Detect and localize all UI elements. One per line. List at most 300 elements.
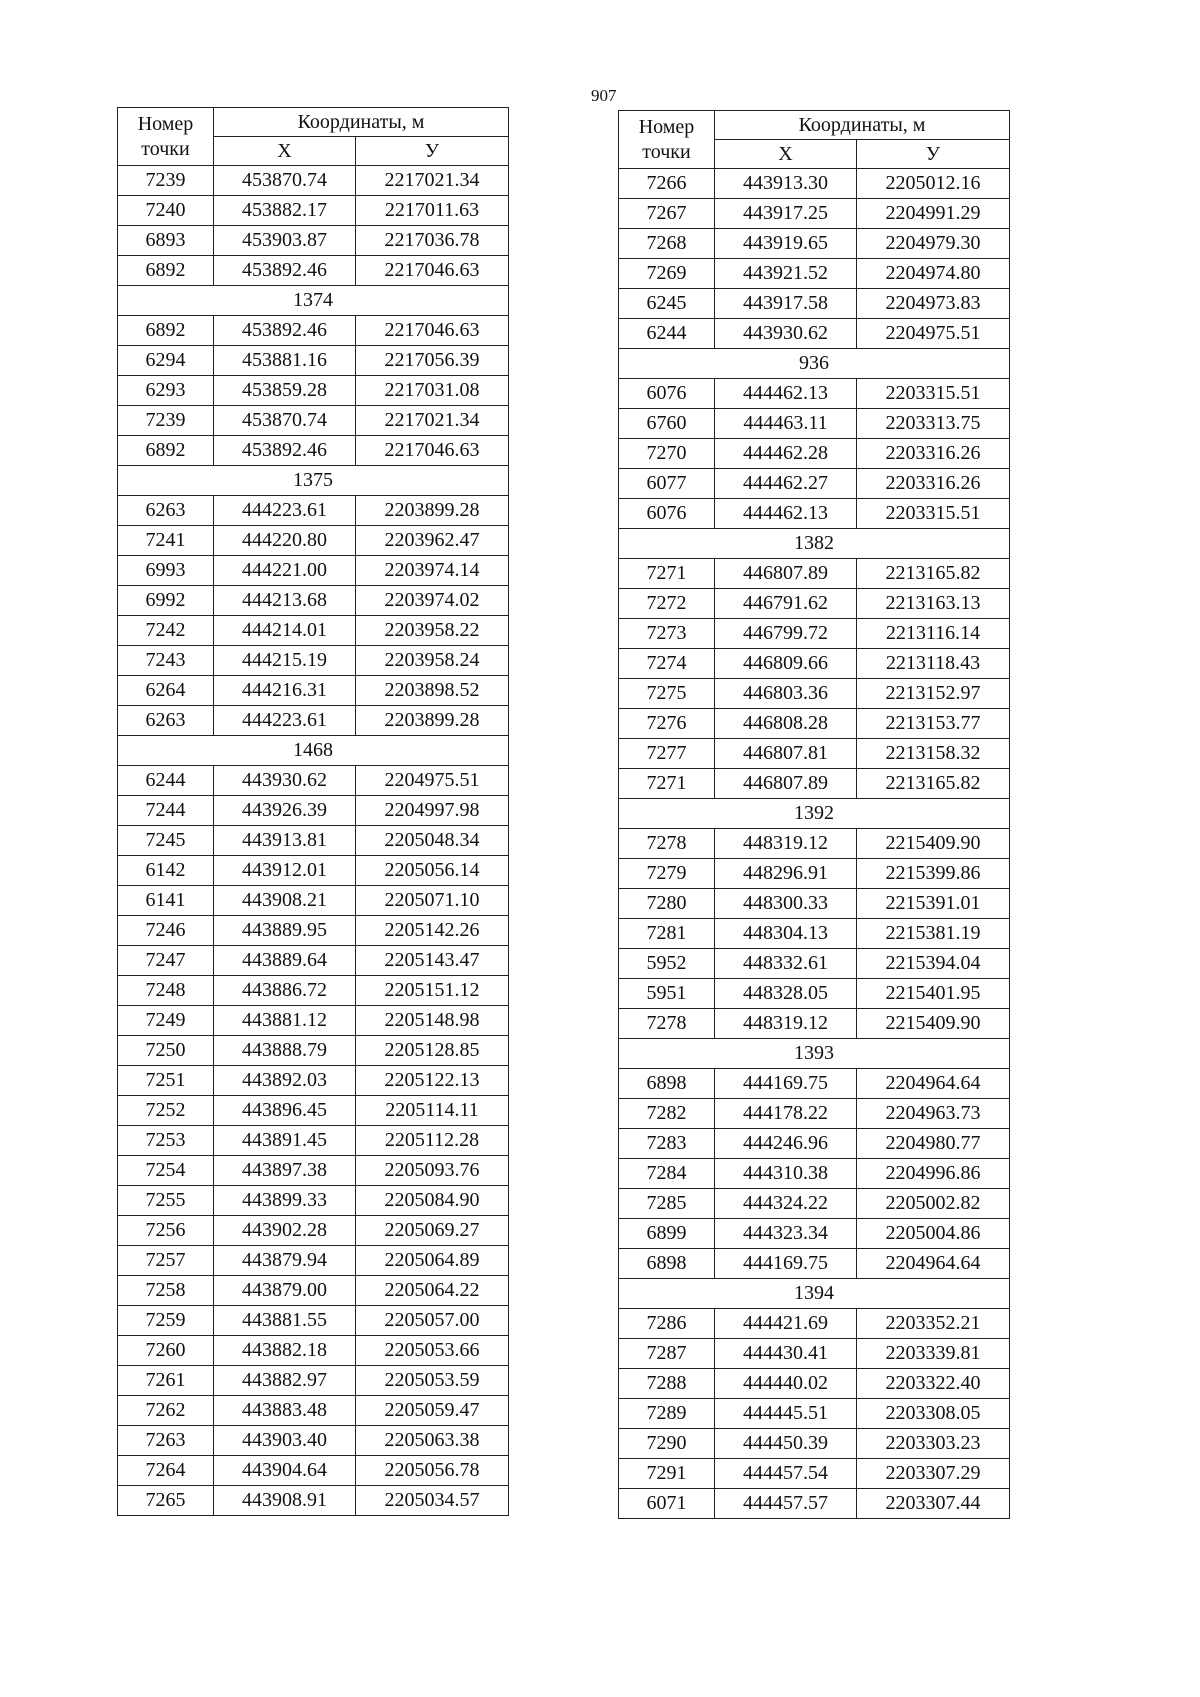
table-row [118,556,509,586]
point-number-cell: 7244 [118,796,214,826]
x-coordinate-cell: 444223.61 [214,706,356,736]
y-coordinate-cell: 2205114.11 [356,1096,509,1126]
table-row [619,499,1010,529]
y-coordinate-cell: 2215409.90 [857,829,1010,859]
y-coordinate-cell: 2204963.73 [857,1099,1010,1129]
y-coordinate-cell: 2205056.14 [356,856,509,886]
point-number-cell: 6077 [619,469,715,499]
table-row [118,436,509,466]
x-coordinate-cell: 444450.39 [715,1429,857,1459]
table-row [118,1426,509,1456]
point-number-cell: 7272 [619,589,715,619]
point-number-cell: 6141 [118,886,214,916]
point-number-cell: 7262 [118,1396,214,1426]
y-coordinate-cell: 2217011.63 [356,196,509,226]
x-coordinate-cell: 443908.91 [214,1486,356,1516]
x-coordinate-cell: 443921.52 [715,259,857,289]
y-coordinate-cell: 2215394.04 [857,949,1010,979]
point-number-header: Номер точки [118,108,214,166]
table-row [619,169,1010,199]
point-number-cell: 7246 [118,916,214,946]
y-coordinate-cell: 2213165.82 [857,559,1010,589]
point-number-cell: 7248 [118,976,214,1006]
y-coordinate-cell: 2205004.86 [857,1219,1010,1249]
table-row [118,796,509,826]
table-row [619,1429,1010,1459]
y-coordinate-cell: 2215391.01 [857,889,1010,919]
table-row [619,949,1010,979]
y-coordinate-cell: 2205069.27 [356,1216,509,1246]
y-coordinate-cell: 2203339.81 [857,1339,1010,1369]
point-number-cell: 7270 [619,439,715,469]
table-row [619,1369,1010,1399]
x-coordinate-cell: 446809.66 [715,649,857,679]
table-row [619,559,1010,589]
y-coordinate-cell: 2204975.51 [857,319,1010,349]
table-row [118,1246,509,1276]
table-row [619,229,1010,259]
table-row [619,439,1010,469]
table-row [619,769,1010,799]
point-number-cell: 7271 [619,559,715,589]
x-coordinate-cell: 444445.51 [715,1399,857,1429]
table-row [118,1066,509,1096]
table-row [118,406,509,436]
point-number-cell: 7279 [619,859,715,889]
y-coordinate-cell: 2203316.26 [857,469,1010,499]
y-coordinate-cell: 2205053.66 [356,1336,509,1366]
x-coordinate-cell: 453903.87 [214,226,356,256]
group-header-row [619,349,1010,379]
table-row [118,586,509,616]
point-number-cell: 7263 [118,1426,214,1456]
y-coordinate-cell: 2205053.59 [356,1366,509,1396]
table-row [619,859,1010,889]
group-header-row [619,1039,1010,1069]
point-number-cell: 5951 [619,979,715,1009]
point-number-cell: 7276 [619,709,715,739]
y-coordinate-cell: 2203308.05 [857,1399,1010,1429]
y-coordinate-cell: 2203303.23 [857,1429,1010,1459]
table-row [118,1306,509,1336]
y-coordinate-cell: 2205093.76 [356,1156,509,1186]
x-coordinate-cell: 444421.69 [715,1309,857,1339]
table-row [118,1126,509,1156]
x-coordinate-cell: 443892.03 [214,1066,356,1096]
group-header-row [118,466,509,496]
y-coordinate-cell: 2205034.57 [356,1486,509,1516]
x-coordinate-cell: 444323.34 [715,1219,857,1249]
y-coordinate-cell: 2217046.63 [356,436,509,466]
table-row [118,1396,509,1426]
point-number-cell: 5952 [619,949,715,979]
y-coordinate-cell: 2205064.22 [356,1276,509,1306]
point-number-cell: 7243 [118,646,214,676]
table-row [619,1069,1010,1099]
x-coordinate-cell: 444223.61 [214,496,356,526]
x-coordinate-cell: 446807.89 [715,559,857,589]
x-coordinate-cell: 448304.13 [715,919,857,949]
y-coordinate-cell: 2217046.63 [356,316,509,346]
point-number-cell: 7242 [118,616,214,646]
table-row [118,646,509,676]
y-coordinate-cell: 2203958.22 [356,616,509,646]
y-coordinate-cell: 2205128.85 [356,1036,509,1066]
y-coordinate-cell: 2217021.34 [356,406,509,436]
x-coordinate-cell: 444221.00 [214,556,356,586]
x-coordinate-cell: 443902.28 [214,1216,356,1246]
y-coordinate-cell: 2204964.64 [857,1069,1010,1099]
group-header-row [118,286,509,316]
x-coordinate-cell: 448300.33 [715,889,857,919]
point-number-cell: 7278 [619,829,715,859]
point-number-cell: 6264 [118,676,214,706]
point-number-cell: 7252 [118,1096,214,1126]
y-coordinate-cell: 2203315.51 [857,379,1010,409]
table-row [619,589,1010,619]
x-coordinate-cell: 443908.21 [214,886,356,916]
y-coordinate-cell: 2213152.97 [857,679,1010,709]
x-coordinate-cell: 453892.46 [214,316,356,346]
point-number-cell: 7274 [619,649,715,679]
x-coordinate-cell: 444457.57 [715,1489,857,1519]
point-number-cell: 6892 [118,316,214,346]
y-coordinate-cell: 2205002.82 [857,1189,1010,1219]
group-label: 1375 [118,466,509,496]
table-row [118,196,509,226]
coordinates-table-right [618,110,1010,1519]
x-coordinate-cell: 443930.62 [214,766,356,796]
y-coordinate-cell: 2217031.08 [356,376,509,406]
y-coordinate-cell: 2213165.82 [857,769,1010,799]
table-row [619,1489,1010,1519]
x-coordinate-cell: 446808.28 [715,709,857,739]
table-row [118,376,509,406]
x-coordinate-cell: 443879.94 [214,1246,356,1276]
group-header-row [619,799,1010,829]
x-coordinate-cell: 444462.27 [715,469,857,499]
y-coordinate-cell: 2213118.43 [857,649,1010,679]
point-number-cell: 6898 [619,1069,715,1099]
table-row [118,976,509,1006]
x-coordinate-cell: 444310.38 [715,1159,857,1189]
x-coordinate-cell: 444462.13 [715,379,857,409]
table-row [118,1456,509,1486]
x-coordinate-cell: 444246.96 [715,1129,857,1159]
x-coordinate-cell: 443883.48 [214,1396,356,1426]
header-row-top [619,111,1010,140]
point-number-cell: 7291 [619,1459,715,1489]
point-number-cell: 7260 [118,1336,214,1366]
y-coordinate-cell: 2204991.29 [857,199,1010,229]
point-number-cell: 7239 [118,166,214,196]
x-coordinate-cell: 444214.01 [214,616,356,646]
x-coordinate-cell: 443930.62 [715,319,857,349]
table-row [619,1219,1010,1249]
point-number-cell: 6893 [118,226,214,256]
y-coordinate-cell: 2205122.13 [356,1066,509,1096]
table-row [118,496,509,526]
table-row [619,469,1010,499]
point-number-cell: 7266 [619,169,715,199]
x-coordinate-cell: 444324.22 [715,1189,857,1219]
page-number: 907 [591,86,617,105]
table-row [619,1309,1010,1339]
x-coordinate-cell: 444220.80 [214,526,356,556]
x-column-header: X [715,140,857,169]
point-number-cell: 7275 [619,679,715,709]
point-number-cell: 7287 [619,1339,715,1369]
y-coordinate-cell: 2203322.40 [857,1369,1010,1399]
y-coordinate-cell: 2204973.83 [857,289,1010,319]
x-coordinate-cell: 444215.19 [214,646,356,676]
point-number-cell: 7269 [619,259,715,289]
y-coordinate-cell: 2204964.64 [857,1249,1010,1279]
table-row [118,706,509,736]
group-label: 1392 [619,799,1010,829]
point-number-cell: 7265 [118,1486,214,1516]
y-coordinate-cell: 2213163.13 [857,589,1010,619]
point-number-cell: 7288 [619,1369,715,1399]
table-row [619,739,1010,769]
y-coordinate-cell: 2217046.63 [356,256,509,286]
table-row [118,916,509,946]
point-number-cell: 7280 [619,889,715,919]
point-number-cell: 7257 [118,1246,214,1276]
table-row [118,1156,509,1186]
table-row [619,1189,1010,1219]
y-coordinate-cell: 2204980.77 [857,1129,1010,1159]
y-column-header: У [356,137,509,166]
group-label: 936 [619,349,1010,379]
y-coordinate-cell: 2203899.28 [356,706,509,736]
table-row [619,1159,1010,1189]
y-coordinate-cell: 2205048.34 [356,826,509,856]
table-row [118,1486,509,1516]
point-number-cell: 7255 [118,1186,214,1216]
point-number-cell: 7277 [619,739,715,769]
y-coordinate-cell: 2213153.77 [857,709,1010,739]
x-coordinate-cell: 443886.72 [214,976,356,1006]
x-coordinate-cell: 444457.54 [715,1459,857,1489]
x-coordinate-cell: 448319.12 [715,1009,857,1039]
point-number-cell: 7251 [118,1066,214,1096]
table-row [118,856,509,886]
x-coordinate-cell: 446807.89 [715,769,857,799]
table-body [619,111,1010,1519]
table-row [619,709,1010,739]
x-coordinate-cell: 444169.75 [715,1069,857,1099]
table-row [619,919,1010,949]
x-coordinate-cell: 448332.61 [715,949,857,979]
x-coordinate-cell: 444169.75 [715,1249,857,1279]
point-number-cell: 6071 [619,1489,715,1519]
point-number-cell: 7245 [118,826,214,856]
y-coordinate-cell: 2205148.98 [356,1006,509,1036]
point-number-cell: 7254 [118,1156,214,1186]
point-number-cell: 6899 [619,1219,715,1249]
y-coordinate-cell: 2205063.38 [356,1426,509,1456]
table-row [118,226,509,256]
y-coordinate-cell: 2204979.30 [857,229,1010,259]
x-coordinate-cell: 444178.22 [715,1099,857,1129]
x-coordinate-cell: 444462.28 [715,439,857,469]
point-number-cell: 7253 [118,1126,214,1156]
y-coordinate-cell: 2213116.14 [857,619,1010,649]
table-row [619,1459,1010,1489]
x-coordinate-cell: 448319.12 [715,829,857,859]
point-number-cell: 6760 [619,409,715,439]
table-row [619,379,1010,409]
x-coordinate-cell: 443889.64 [214,946,356,976]
table-row [118,766,509,796]
table-row [118,346,509,376]
x-coordinate-cell: 443879.00 [214,1276,356,1306]
table-row [619,829,1010,859]
point-number-cell: 6898 [619,1249,715,1279]
point-number-cell: 6244 [118,766,214,796]
point-number-cell: 7282 [619,1099,715,1129]
point-number-cell: 6293 [118,376,214,406]
table-row [118,166,509,196]
group-header-row [118,736,509,766]
table-row [118,1216,509,1246]
x-coordinate-cell: 444213.68 [214,586,356,616]
y-coordinate-cell: 2205059.47 [356,1396,509,1426]
table-row [619,679,1010,709]
group-label: 1394 [619,1279,1010,1309]
x-coordinate-cell: 443913.30 [715,169,857,199]
point-number-cell: 6892 [118,436,214,466]
table-row [619,1009,1010,1039]
y-coordinate-cell: 2205071.10 [356,886,509,916]
table-row [619,1099,1010,1129]
table-body [118,108,509,1516]
table-row [619,1129,1010,1159]
point-number-cell: 7290 [619,1429,715,1459]
x-column-header: X [214,137,356,166]
table-row [118,1006,509,1036]
x-coordinate-cell: 453859.28 [214,376,356,406]
x-coordinate-cell: 444216.31 [214,676,356,706]
y-coordinate-cell: 2203974.14 [356,556,509,586]
table-row [118,616,509,646]
point-number-cell: 6076 [619,379,715,409]
point-number-cell: 7256 [118,1216,214,1246]
table-row [619,889,1010,919]
x-coordinate-cell: 446791.62 [715,589,857,619]
y-coordinate-cell: 2204974.80 [857,259,1010,289]
y-coordinate-cell: 2205151.12 [356,976,509,1006]
table-row [118,1186,509,1216]
table-row [619,409,1010,439]
x-coordinate-cell: 448328.05 [715,979,857,1009]
y-coordinate-cell: 2215399.86 [857,859,1010,889]
point-number-cell: 7281 [619,919,715,949]
x-coordinate-cell: 453892.46 [214,436,356,466]
point-number-cell: 7249 [118,1006,214,1036]
table-row [619,289,1010,319]
y-column-header: У [857,140,1010,169]
y-coordinate-cell: 2204996.86 [857,1159,1010,1189]
point-number-cell: 7247 [118,946,214,976]
y-coordinate-cell: 2215401.95 [857,979,1010,1009]
group-header-row [619,529,1010,559]
point-number-cell: 6263 [118,706,214,736]
table-row [118,1036,509,1066]
point-number-cell: 7267 [619,199,715,229]
header-row-top [118,108,509,137]
group-label: 1374 [118,286,509,316]
table-row [619,1399,1010,1429]
point-number-cell: 6294 [118,346,214,376]
y-coordinate-cell: 2203316.26 [857,439,1010,469]
x-coordinate-cell: 443882.18 [214,1336,356,1366]
y-coordinate-cell: 2205112.28 [356,1126,509,1156]
y-coordinate-cell: 2217056.39 [356,346,509,376]
point-number-cell: 7241 [118,526,214,556]
point-number-cell: 7271 [619,769,715,799]
x-coordinate-cell: 443912.01 [214,856,356,886]
point-number-cell: 7268 [619,229,715,259]
table-row [118,1366,509,1396]
y-coordinate-cell: 2204997.98 [356,796,509,826]
x-coordinate-cell: 453892.46 [214,256,356,286]
group-header-row [619,1279,1010,1309]
x-coordinate-cell: 446803.36 [715,679,857,709]
table-row [118,526,509,556]
x-coordinate-cell: 453881.16 [214,346,356,376]
y-coordinate-cell: 2203899.28 [356,496,509,526]
x-coordinate-cell: 443889.95 [214,916,356,946]
x-coordinate-cell: 443919.65 [715,229,857,259]
point-number-cell: 6142 [118,856,214,886]
y-coordinate-cell: 2205084.90 [356,1186,509,1216]
x-coordinate-cell: 446807.81 [715,739,857,769]
point-number-cell: 7283 [619,1129,715,1159]
x-coordinate-cell: 453870.74 [214,166,356,196]
point-number-cell: 7273 [619,619,715,649]
point-number-cell: 6992 [118,586,214,616]
table-row [118,946,509,976]
point-number-header: Номер точки [619,111,715,169]
x-coordinate-cell: 443897.38 [214,1156,356,1186]
x-coordinate-cell: 443904.64 [214,1456,356,1486]
y-coordinate-cell: 2203898.52 [356,676,509,706]
point-number-cell: 7261 [118,1366,214,1396]
x-coordinate-cell: 443926.39 [214,796,356,826]
table-row [619,319,1010,349]
point-number-cell: 6263 [118,496,214,526]
point-number-cell: 6993 [118,556,214,586]
x-coordinate-cell: 443881.12 [214,1006,356,1036]
y-coordinate-cell: 2203958.24 [356,646,509,676]
x-coordinate-cell: 443896.45 [214,1096,356,1126]
point-number-cell: 6076 [619,499,715,529]
y-coordinate-cell: 2203974.02 [356,586,509,616]
point-number-cell: 7264 [118,1456,214,1486]
point-number-cell: 7239 [118,406,214,436]
x-coordinate-cell: 443903.40 [214,1426,356,1456]
y-coordinate-cell: 2204975.51 [356,766,509,796]
table-row [619,979,1010,1009]
y-coordinate-cell: 2203352.21 [857,1309,1010,1339]
x-coordinate-cell: 443888.79 [214,1036,356,1066]
y-coordinate-cell: 2203962.47 [356,526,509,556]
point-number-cell: 7289 [619,1399,715,1429]
table-row [118,1336,509,1366]
point-number-cell: 6244 [619,319,715,349]
